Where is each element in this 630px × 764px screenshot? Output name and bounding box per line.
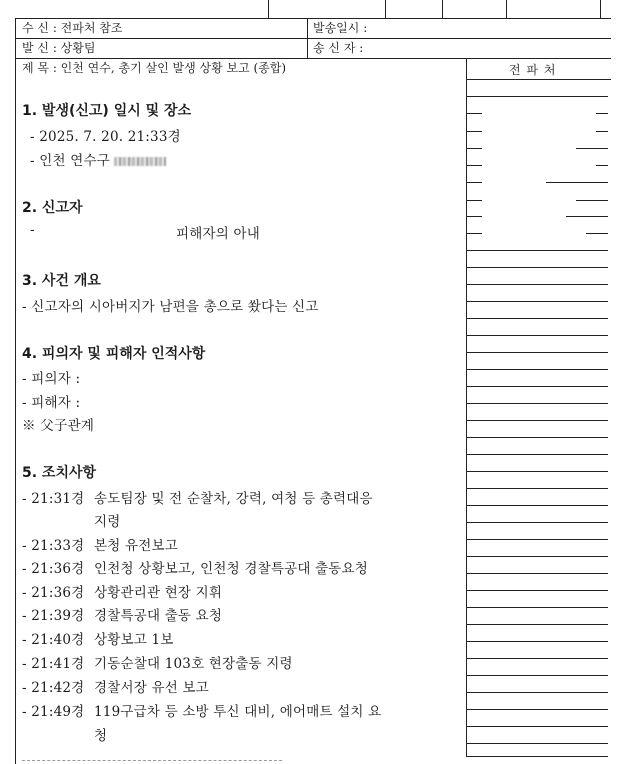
recipient-row: 수 신 : 전파처 참조: [22, 21, 123, 35]
action-continuation: 지령: [94, 514, 121, 530]
action-text: 상황보고 1보: [94, 632, 174, 648]
action-text: 경찰특공대 출동 요청: [94, 608, 223, 624]
action-time: - 21:42경: [22, 680, 85, 696]
action-item: [22, 557, 369, 577]
occurrence-place: - 인천 연수구: [30, 153, 110, 169]
action-time: - 21:31경: [22, 491, 85, 507]
action-item: [22, 534, 178, 554]
sent-time-row: 발송일시 :: [313, 21, 368, 35]
action-time: - 21:39경: [22, 608, 85, 624]
reporter-dash: -: [30, 222, 35, 238]
action-item: [22, 628, 174, 648]
sender-value: 상황팀: [60, 41, 96, 55]
action-continuation: 청: [94, 728, 108, 744]
occurrence-time: - 2025. 7. 20. 21:33경: [30, 129, 181, 145]
sender-person-row: 송 신 자 :: [313, 41, 364, 55]
action-item: [22, 676, 209, 696]
action-text: 본청 유전보고: [94, 538, 178, 554]
reporter-value: 피해자의 아내: [176, 226, 260, 242]
sender-label: 발 신: [22, 41, 49, 55]
action-text: 송도팀장 및 전 순찰차, 강력, 여청 등 총력대응: [94, 491, 373, 507]
section-4-title: 4. 피의자 및 피해자 인적사항: [22, 346, 206, 362]
action-time: - 21:49경: [22, 704, 85, 720]
action-time: - 21:36경: [22, 585, 85, 601]
recipient-value: 전파처 참조: [60, 21, 123, 35]
redacted-address: [114, 157, 166, 166]
action-item: [22, 581, 223, 601]
incident-summary: - 신고자의 시아버지가 남편을 총으로 쐈다는 신고: [22, 299, 319, 315]
action-item: [22, 700, 382, 720]
action-text: 인천청 상황보고, 인천청 경찰특공대 출동요청: [94, 561, 369, 577]
distribution-label: 전 파 처: [509, 63, 557, 77]
action-text: 기동순찰대 103호 현장출동 지령: [94, 656, 293, 672]
section-1-title: 1. 발생(신고) 일시 및 장소: [22, 103, 192, 119]
sent-time-label: 발송일시: [313, 21, 360, 35]
action-time: - 21:41경: [22, 656, 85, 672]
subject-row: 제 목 : 인천 연수, 총기 살인 발생 상황 보고 (종합): [22, 61, 287, 75]
suspect-row: - 피의자 :: [22, 371, 81, 387]
action-text: 상황관리관 현장 지휘: [94, 585, 223, 601]
sender-person-label: 송 신 자: [313, 41, 356, 55]
occurrence-place-row: [30, 149, 166, 169]
victim-row: - 피해자 :: [22, 395, 81, 411]
action-item: [22, 652, 293, 672]
action-item: [22, 604, 223, 624]
action-time: - 21:40경: [22, 632, 85, 648]
section-3-title: 3. 사건 개요: [22, 273, 101, 289]
section-5-title: 5. 조치사항: [22, 465, 97, 481]
action-time: - 21:33경: [22, 538, 85, 554]
footer-divider: [22, 760, 282, 761]
subject-label: 제 목: [22, 61, 49, 75]
subject-value: 인천 연수, 총기 살인 발생 상황 보고 (종합): [60, 61, 287, 75]
relation-note: ※ 父子관계: [22, 418, 95, 434]
recipient-label: 수 신: [22, 21, 49, 35]
action-text: 경찰서장 유선 보고: [94, 680, 209, 696]
sender-row: 발 신 : 상황팀: [22, 41, 96, 55]
section-2-title: 2. 신고자: [22, 200, 83, 216]
action-text: 119구급차 등 소방 투신 대비, 에어매트 설치 요: [94, 704, 382, 720]
action-time: - 21:36경: [22, 561, 85, 577]
action-item: [22, 487, 373, 507]
